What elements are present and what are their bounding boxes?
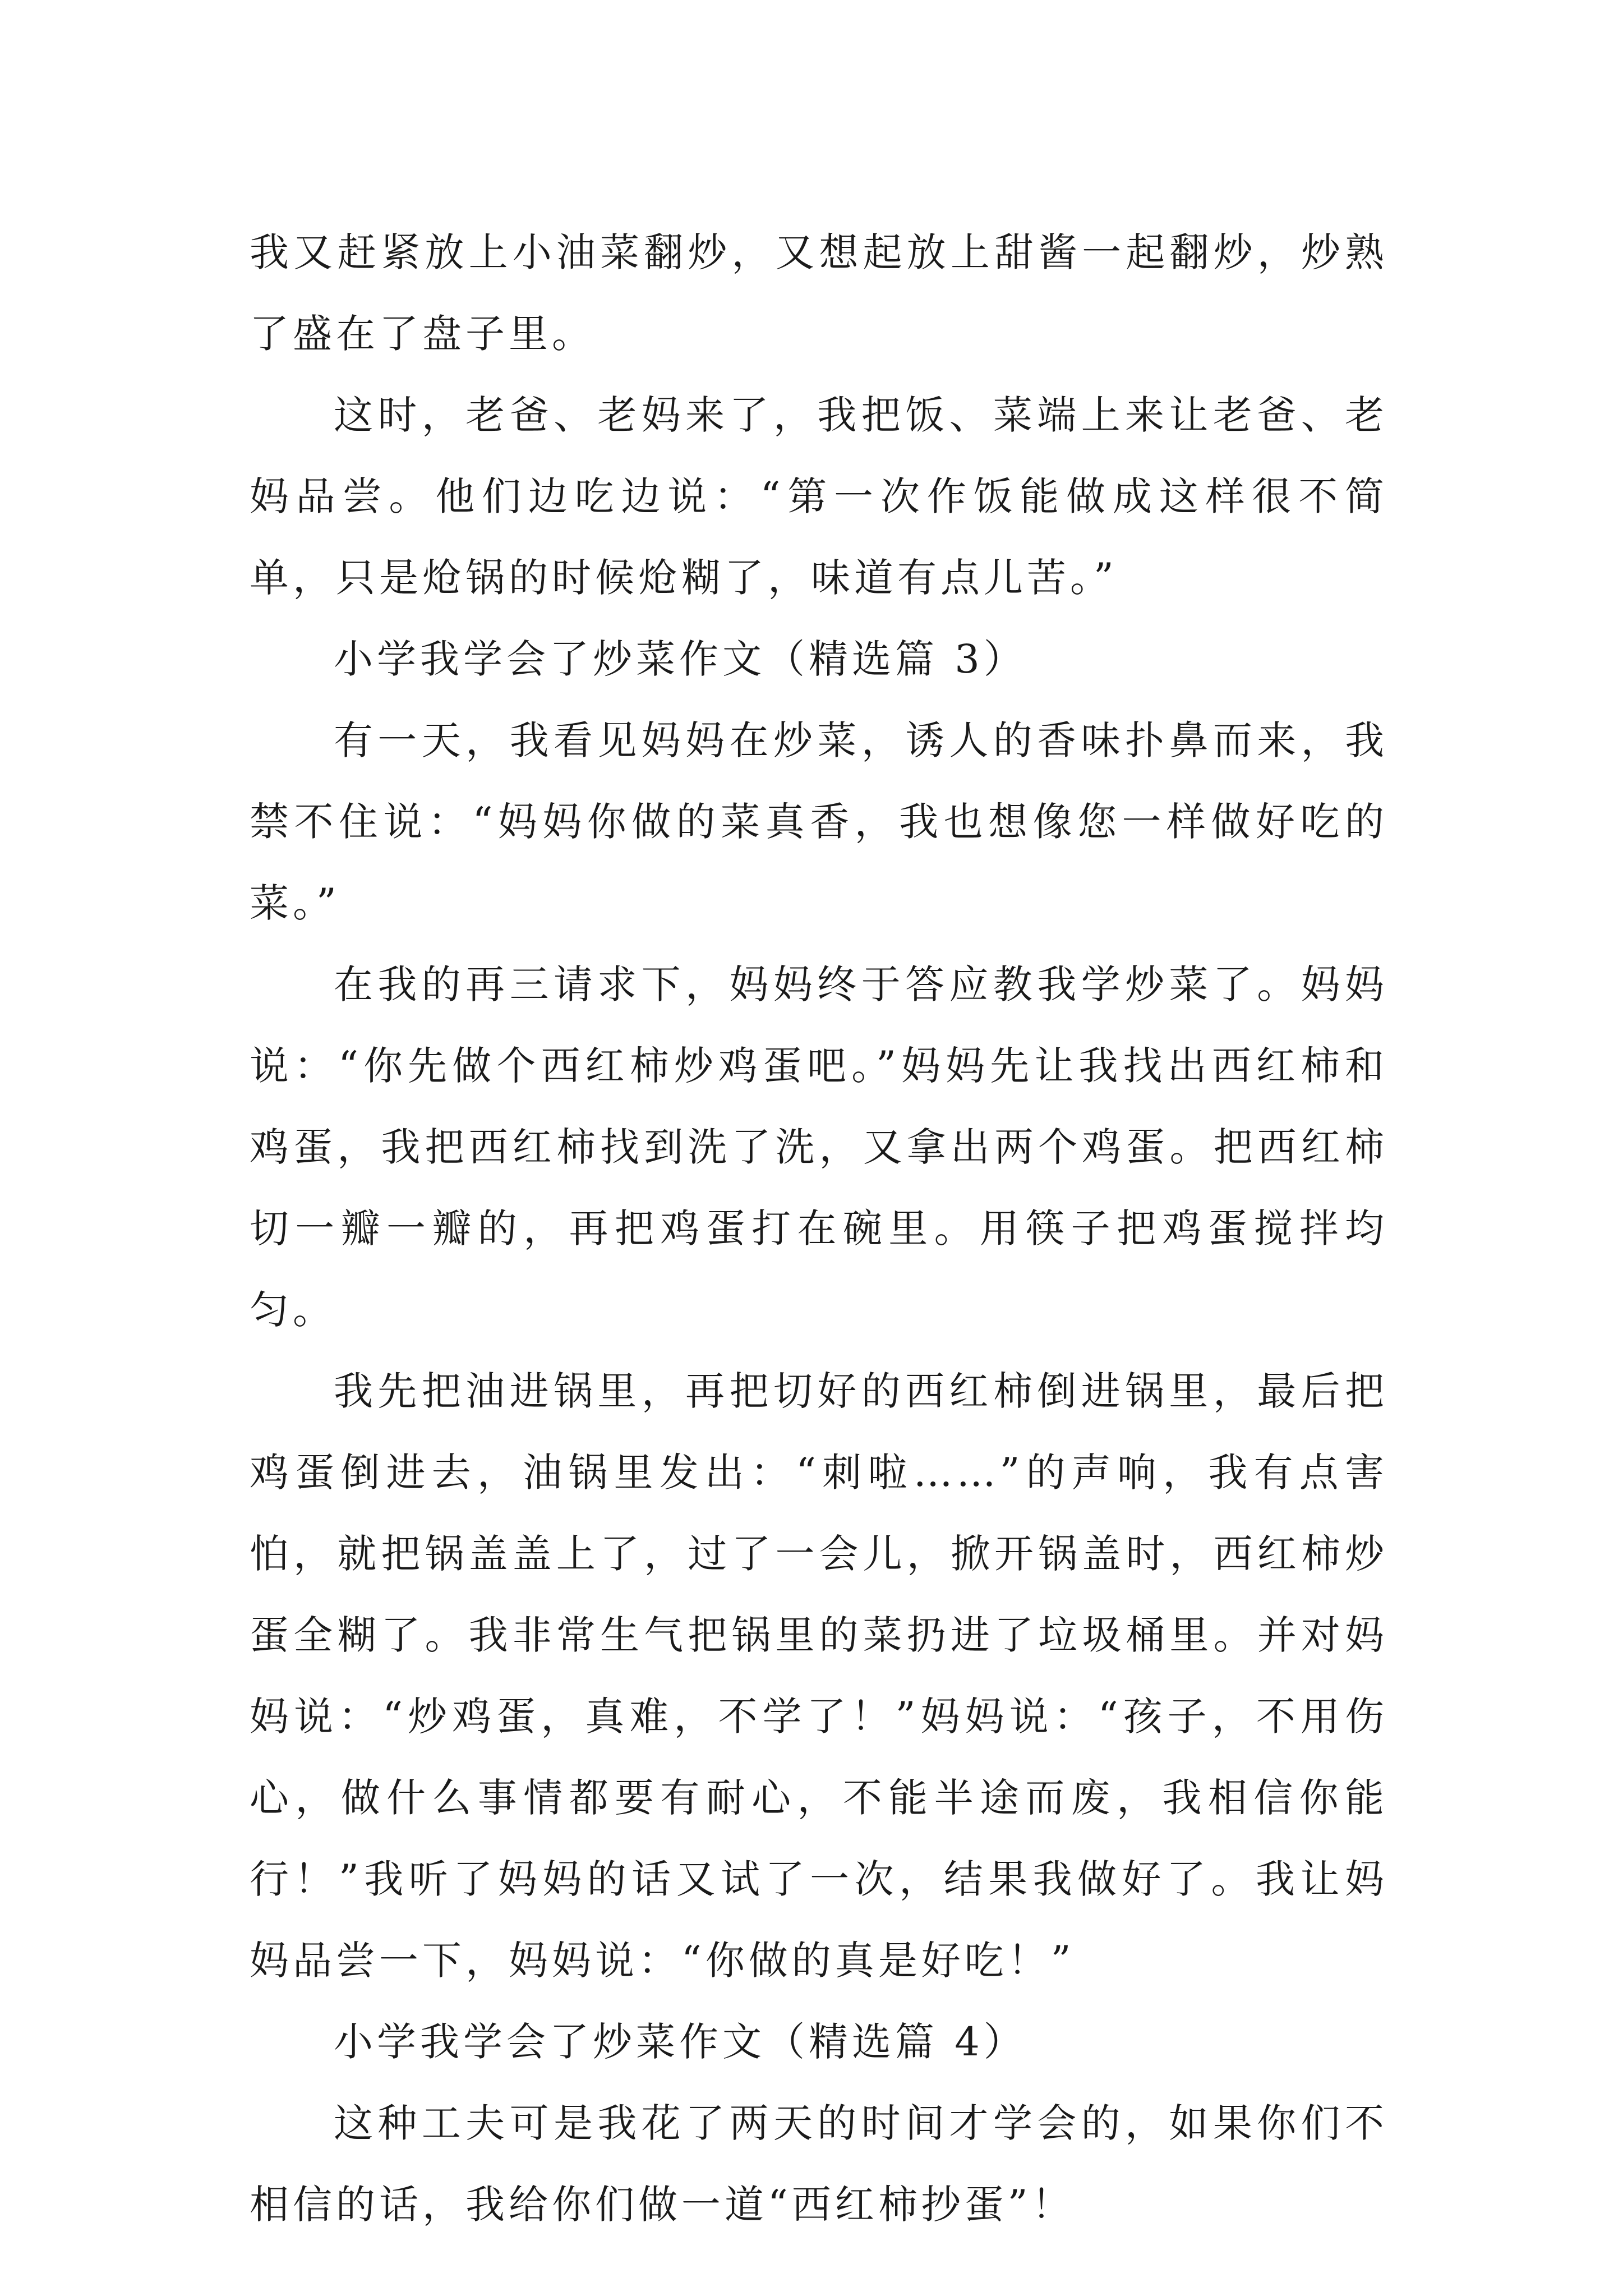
paragraph: 有一天，我看见妈妈在炒菜，诱人的香味扑鼻而来，我禁不住说：“妈妈你做的菜真香，我也想像您一样做好吃的菜。”	[250, 717, 1388, 926]
section-heading: 小学我学会了炒菜作文（精选篇 4）	[334, 2019, 1027, 2065]
paragraph: 在我的再三请求下，妈妈终于答应教我学炒菜了。妈妈说：“你先做个西红柿炒鸡蛋吧。”妈妈先让我找出西红柿和鸡蛋，我把西红柿找到洗了洗，又拿出两个鸡蛋。把西红柿切一瓣一瓣的，再把鸡蛋打在碗里。用筷子把鸡蛋搅拌均匀。	[250, 961, 1388, 1333]
paragraph: 我先把油进锅里，再把切好的西红柿倒进锅里，最后把鸡蛋倒进去，油锅里发出：“刺啦……”的声响，我有点害怕，就把锅盖盖上了，过了一会儿，掀开锅盖时，西红柿炒蛋全糊了。我非常生气把锅里的菜扔进了垃圾桶里。并对妈妈说：“炒鸡蛋，真难，不学了！”妈妈说：“孩子，不用伤心，做什么事情都要有耐心，不能半途而废，我相信你能行！”我听了妈妈的话又试了一次，结果我做好了。我让妈妈品尝一下，妈妈说：“你做的真是好吃！”	[250, 1368, 1388, 1984]
paragraph: 我又赶紧放上小油菜翻炒，又想起放上甜酱一起翻炒，炒熟了盛在了盘子里。	[250, 229, 1388, 357]
document-body	[250, 212, 1388, 2246]
paragraph: 这时，老爸、老妈来了，我把饭、菜端上来让老爸、老妈品尝。他们边吃边说：“第一次作饭能做成这样很不简单，只是炝锅的时候炝糊了，味道有点儿苦。”	[250, 392, 1388, 601]
paragraph: 这种工夫可是我花了两天的时间才学会的，如果你们不相信的话，我给你们做一道“西红柿抄蛋”！	[250, 2100, 1388, 2228]
section-heading: 小学我学会了炒菜作文（精选篇 3）	[334, 636, 1027, 682]
